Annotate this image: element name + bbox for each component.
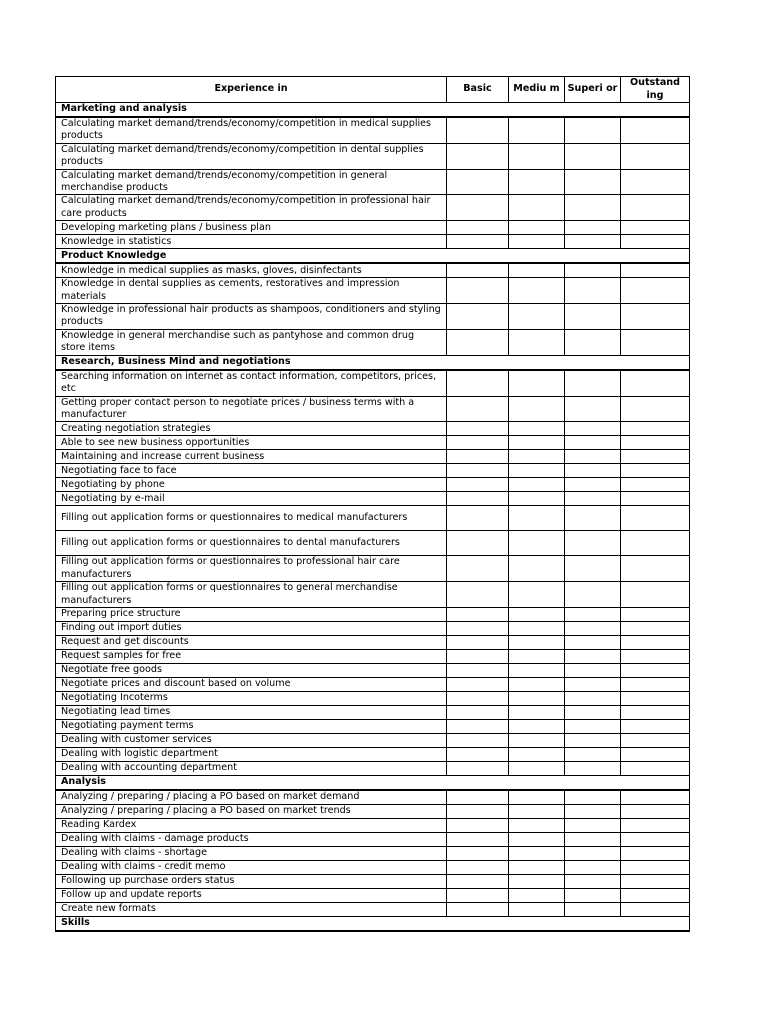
- row-label: Finding out import duties: [56, 621, 447, 635]
- rating-cell-outstanding[interactable]: [621, 450, 690, 464]
- rating-cell-basic[interactable]: [447, 450, 509, 464]
- rating-cell-outstanding[interactable]: [621, 902, 690, 916]
- table-row: [56, 635, 690, 649]
- rating-cell-basic[interactable]: [447, 396, 509, 422]
- row-label: Negotiating by phone: [56, 478, 447, 492]
- rating-cell-superior[interactable]: [565, 370, 621, 396]
- table-row: [56, 169, 690, 195]
- rating-cell-outstanding[interactable]: [621, 719, 690, 733]
- rating-cell-medium[interactable]: [509, 888, 565, 902]
- rating-cell-superior[interactable]: [565, 649, 621, 663]
- row-label: Able to see new business opportunities: [56, 436, 447, 450]
- rating-cell-medium[interactable]: [509, 143, 565, 169]
- table-row: [56, 761, 690, 775]
- table-row: [56, 733, 690, 747]
- skills-assessment-sheet: [55, 76, 689, 932]
- rating-cell-superior[interactable]: [565, 396, 621, 422]
- row-label: Reading Kardex: [56, 818, 447, 832]
- rating-cell-medium[interactable]: [509, 195, 565, 221]
- rating-cell-outstanding[interactable]: [621, 621, 690, 635]
- rating-cell-basic[interactable]: [447, 635, 509, 649]
- rating-cell-outstanding[interactable]: [621, 804, 690, 818]
- rating-cell-outstanding[interactable]: [621, 195, 690, 221]
- rating-cell-outstanding[interactable]: [621, 531, 690, 556]
- rating-cell-superior[interactable]: [565, 263, 621, 278]
- rating-cell-superior[interactable]: [565, 691, 621, 705]
- table-row: [56, 888, 690, 902]
- rating-cell-medium[interactable]: [509, 677, 565, 691]
- row-label: Create new formats: [56, 902, 447, 916]
- table-row: [56, 396, 690, 422]
- rating-cell-superior[interactable]: [565, 635, 621, 649]
- row-label: Request and get discounts: [56, 635, 447, 649]
- table-row: [56, 506, 690, 531]
- rating-cell-superior[interactable]: [565, 235, 621, 249]
- row-label: Creating negotiation strategies: [56, 422, 447, 436]
- rating-cell-outstanding[interactable]: [621, 422, 690, 436]
- rating-cell-basic[interactable]: [447, 888, 509, 902]
- rating-cell-basic[interactable]: [447, 531, 509, 556]
- rating-cell-superior[interactable]: [565, 747, 621, 761]
- rating-cell-basic[interactable]: [447, 556, 509, 582]
- rating-cell-superior[interactable]: [565, 818, 621, 832]
- table-row: [56, 436, 690, 450]
- table-row: [56, 747, 690, 761]
- row-label: Negotiating lead times: [56, 705, 447, 719]
- table-row: [56, 278, 690, 304]
- rating-cell-medium[interactable]: [509, 556, 565, 582]
- rating-cell-outstanding[interactable]: [621, 582, 690, 608]
- rating-cell-basic[interactable]: [447, 422, 509, 436]
- rating-cell-superior[interactable]: [565, 761, 621, 775]
- rating-cell-outstanding[interactable]: [621, 235, 690, 249]
- rating-cell-medium[interactable]: [509, 531, 565, 556]
- row-label: Knowledge in medical supplies as masks, gloves, disinfectants: [56, 263, 447, 278]
- rating-cell-outstanding[interactable]: [621, 478, 690, 492]
- rating-cell-superior[interactable]: [565, 450, 621, 464]
- rating-cell-basic[interactable]: [447, 719, 509, 733]
- table-row: [56, 263, 690, 278]
- row-label: Dealing with customer services: [56, 733, 447, 747]
- rating-cell-medium[interactable]: [509, 370, 565, 396]
- header-superior: Superi or: [565, 77, 621, 103]
- rating-cell-basic[interactable]: [447, 464, 509, 478]
- rating-cell-outstanding[interactable]: [621, 506, 690, 531]
- row-label: Negotiating face to face: [56, 464, 447, 478]
- rating-cell-basic[interactable]: [447, 278, 509, 304]
- row-label: Request samples for free: [56, 649, 447, 663]
- rating-cell-outstanding[interactable]: [621, 556, 690, 582]
- rating-cell-medium[interactable]: [509, 846, 565, 860]
- rating-cell-superior[interactable]: [565, 705, 621, 719]
- rating-cell-medium[interactable]: [509, 719, 565, 733]
- row-label: Developing marketing plans / business plan: [56, 221, 447, 235]
- rating-cell-medium[interactable]: [509, 329, 565, 355]
- rating-cell-outstanding[interactable]: [621, 649, 690, 663]
- table-row: [56, 370, 690, 396]
- rating-cell-superior[interactable]: [565, 422, 621, 436]
- rating-cell-superior[interactable]: [565, 607, 621, 621]
- rating-cell-outstanding[interactable]: [621, 329, 690, 355]
- table-row: [56, 464, 690, 478]
- rating-cell-basic[interactable]: [447, 263, 509, 278]
- row-label: Filling out application forms or questionnaires to dental manufacturers: [56, 531, 447, 556]
- rating-cell-medium[interactable]: [509, 621, 565, 635]
- rating-cell-basic[interactable]: [447, 691, 509, 705]
- table-body: [56, 103, 690, 931]
- rating-cell-medium[interactable]: [509, 902, 565, 916]
- row-label: Knowledge in statistics: [56, 235, 447, 249]
- rating-cell-medium[interactable]: [509, 790, 565, 805]
- rating-cell-superior[interactable]: [565, 531, 621, 556]
- section-row: [56, 775, 690, 790]
- rating-cell-superior[interactable]: [565, 888, 621, 902]
- rating-cell-superior[interactable]: [565, 492, 621, 506]
- rating-cell-medium[interactable]: [509, 304, 565, 330]
- rating-cell-medium[interactable]: [509, 860, 565, 874]
- table-row: [56, 860, 690, 874]
- rating-cell-basic[interactable]: [447, 169, 509, 195]
- rating-cell-basic[interactable]: [447, 436, 509, 450]
- rating-cell-medium[interactable]: [509, 221, 565, 235]
- row-label: Dealing with logistic department: [56, 747, 447, 761]
- row-label: Calculating market demand/trends/economy/competition in medical supplies products: [56, 117, 447, 143]
- rating-cell-basic[interactable]: [447, 846, 509, 860]
- row-label: Searching information on internet as contact information, competitors, prices, etc: [56, 370, 447, 396]
- rating-cell-basic[interactable]: [447, 649, 509, 663]
- table-row: [56, 235, 690, 249]
- rating-cell-outstanding[interactable]: [621, 761, 690, 775]
- rating-cell-basic[interactable]: [447, 818, 509, 832]
- rating-cell-outstanding[interactable]: [621, 663, 690, 677]
- rating-cell-outstanding[interactable]: [621, 464, 690, 478]
- table-row: [56, 649, 690, 663]
- table-row: [56, 691, 690, 705]
- rating-cell-basic[interactable]: [447, 221, 509, 235]
- rating-cell-medium[interactable]: [509, 705, 565, 719]
- rating-cell-superior[interactable]: [565, 790, 621, 805]
- rating-cell-medium[interactable]: [509, 464, 565, 478]
- rating-cell-outstanding[interactable]: [621, 874, 690, 888]
- rating-cell-medium[interactable]: [509, 607, 565, 621]
- rating-cell-basic[interactable]: [447, 733, 509, 747]
- rating-cell-outstanding[interactable]: [621, 169, 690, 195]
- rating-cell-superior[interactable]: [565, 304, 621, 330]
- row-label: Negotiating by e-mail: [56, 492, 447, 506]
- rating-cell-outstanding[interactable]: [621, 221, 690, 235]
- row-label: Knowledge in general merchandise such as pantyhose and common drug store items: [56, 329, 447, 355]
- table-row: [56, 117, 690, 143]
- table-row: [56, 422, 690, 436]
- rating-cell-outstanding[interactable]: [621, 733, 690, 747]
- row-label: Dealing with accounting department: [56, 761, 447, 775]
- rating-cell-medium[interactable]: [509, 278, 565, 304]
- table-row: [56, 832, 690, 846]
- section-heading: Skills: [56, 916, 690, 931]
- table-row: [56, 902, 690, 916]
- section-heading: Product Knowledge: [56, 249, 690, 264]
- table-row: [56, 719, 690, 733]
- rating-cell-superior[interactable]: [565, 478, 621, 492]
- header-basic: Basic: [447, 77, 509, 103]
- section-row: [56, 103, 690, 118]
- rating-cell-basic[interactable]: [447, 790, 509, 805]
- row-label: Negotiate prices and discount based on volume: [56, 677, 447, 691]
- rating-cell-medium[interactable]: [509, 761, 565, 775]
- rating-cell-superior[interactable]: [565, 464, 621, 478]
- rating-cell-medium[interactable]: [509, 733, 565, 747]
- rating-cell-superior[interactable]: [565, 719, 621, 733]
- section-row: [56, 355, 690, 370]
- rating-cell-medium[interactable]: [509, 691, 565, 705]
- rating-cell-medium[interactable]: [509, 649, 565, 663]
- rating-cell-basic[interactable]: [447, 117, 509, 143]
- rating-cell-superior[interactable]: [565, 436, 621, 450]
- rating-cell-outstanding[interactable]: [621, 263, 690, 278]
- rating-cell-medium[interactable]: [509, 117, 565, 143]
- row-label: Dealing with claims - credit memo: [56, 860, 447, 874]
- row-label: Analyzing / preparing / placing a PO based on market demand: [56, 790, 447, 805]
- rating-cell-medium[interactable]: [509, 874, 565, 888]
- rating-cell-basic[interactable]: [447, 705, 509, 719]
- experience-rating-table: [55, 76, 690, 932]
- rating-cell-medium[interactable]: [509, 492, 565, 506]
- row-label: Knowledge in professional hair products as shampoos, conditioners and styling products: [56, 304, 447, 330]
- row-label: Preparing price structure: [56, 607, 447, 621]
- rating-cell-superior[interactable]: [565, 195, 621, 221]
- table-row: [56, 582, 690, 608]
- rating-cell-outstanding[interactable]: [621, 818, 690, 832]
- rating-cell-outstanding[interactable]: [621, 747, 690, 761]
- table-row: [56, 492, 690, 506]
- table-row: [56, 450, 690, 464]
- rating-cell-outstanding[interactable]: [621, 790, 690, 805]
- header-medium: Mediu m: [509, 77, 565, 103]
- section-heading: Research, Business Mind and negotiations: [56, 355, 690, 370]
- rating-cell-basic[interactable]: [447, 304, 509, 330]
- rating-cell-outstanding[interactable]: [621, 691, 690, 705]
- rating-cell-medium[interactable]: [509, 436, 565, 450]
- row-label: Following up purchase orders status: [56, 874, 447, 888]
- table-row: [56, 846, 690, 860]
- rating-cell-medium[interactable]: [509, 396, 565, 422]
- rating-cell-medium[interactable]: [509, 747, 565, 761]
- rating-cell-outstanding[interactable]: [621, 832, 690, 846]
- row-label: Dealing with claims - damage products: [56, 832, 447, 846]
- rating-cell-superior[interactable]: [565, 902, 621, 916]
- rating-cell-outstanding[interactable]: [621, 860, 690, 874]
- rating-cell-basic[interactable]: [447, 761, 509, 775]
- rating-cell-medium[interactable]: [509, 169, 565, 195]
- table-row: [56, 221, 690, 235]
- row-label: Negotiating Incoterms: [56, 691, 447, 705]
- row-label: Filling out application forms or questionnaires to medical manufacturers: [56, 506, 447, 531]
- rating-cell-basic[interactable]: [447, 832, 509, 846]
- rating-cell-medium[interactable]: [509, 235, 565, 249]
- rating-cell-outstanding[interactable]: [621, 677, 690, 691]
- rating-cell-basic[interactable]: [447, 902, 509, 916]
- header-experience-in: Experience in: [56, 77, 447, 103]
- rating-cell-superior[interactable]: [565, 663, 621, 677]
- rating-cell-basic[interactable]: [447, 329, 509, 355]
- rating-cell-medium[interactable]: [509, 663, 565, 677]
- rating-cell-basic[interactable]: [447, 478, 509, 492]
- row-label: Analyzing / preparing / placing a PO based on market trends: [56, 804, 447, 818]
- rating-cell-medium[interactable]: [509, 635, 565, 649]
- table-row: [56, 531, 690, 556]
- rating-cell-superior[interactable]: [565, 143, 621, 169]
- rating-cell-outstanding[interactable]: [621, 607, 690, 621]
- rating-cell-outstanding[interactable]: [621, 846, 690, 860]
- rating-cell-basic[interactable]: [447, 621, 509, 635]
- table-row: [56, 304, 690, 330]
- rating-cell-basic[interactable]: [447, 370, 509, 396]
- rating-cell-outstanding[interactable]: [621, 143, 690, 169]
- table-row: [56, 677, 690, 691]
- rating-cell-superior[interactable]: [565, 733, 621, 747]
- rating-cell-outstanding[interactable]: [621, 888, 690, 902]
- rating-cell-basic[interactable]: [447, 492, 509, 506]
- rating-cell-outstanding[interactable]: [621, 436, 690, 450]
- table-row: [56, 607, 690, 621]
- rating-cell-basic[interactable]: [447, 195, 509, 221]
- table-row: [56, 143, 690, 169]
- row-label: Dealing with claims - shortage: [56, 846, 447, 860]
- row-label: Negotiate free goods: [56, 663, 447, 677]
- rating-cell-superior[interactable]: [565, 874, 621, 888]
- rating-cell-superior[interactable]: [565, 278, 621, 304]
- rating-cell-superior[interactable]: [565, 556, 621, 582]
- rating-cell-basic[interactable]: [447, 506, 509, 531]
- row-label: Getting proper contact person to negotiate prices / business terms with a manufacturer: [56, 396, 447, 422]
- rating-cell-superior[interactable]: [565, 329, 621, 355]
- rating-cell-superior[interactable]: [565, 832, 621, 846]
- row-label: Filling out application forms or questionnaires to general merchandise manufacturers: [56, 582, 447, 608]
- row-label: Calculating market demand/trends/economy/competition in dental supplies products: [56, 143, 447, 169]
- table-row: [56, 818, 690, 832]
- rating-cell-outstanding[interactable]: [621, 492, 690, 506]
- rating-cell-superior[interactable]: [565, 169, 621, 195]
- rating-cell-basic[interactable]: [447, 235, 509, 249]
- rating-cell-basic[interactable]: [447, 804, 509, 818]
- row-label: Calculating market demand/trends/economy/competition in professional hair care products: [56, 195, 447, 221]
- rating-cell-basic[interactable]: [447, 143, 509, 169]
- table-row: [56, 329, 690, 355]
- table-row: [56, 804, 690, 818]
- section-row: [56, 916, 690, 931]
- table-row: [56, 705, 690, 719]
- rating-cell-superior[interactable]: [565, 117, 621, 143]
- table-row: [56, 478, 690, 492]
- rating-cell-medium[interactable]: [509, 582, 565, 608]
- header-row: [56, 77, 690, 103]
- rating-cell-basic[interactable]: [447, 874, 509, 888]
- rating-cell-superior[interactable]: [565, 804, 621, 818]
- rating-cell-medium[interactable]: [509, 804, 565, 818]
- rating-cell-basic[interactable]: [447, 663, 509, 677]
- table-row: [56, 621, 690, 635]
- row-label: Maintaining and increase current business: [56, 450, 447, 464]
- table-row: [56, 663, 690, 677]
- table-row: [56, 790, 690, 805]
- rating-cell-basic[interactable]: [447, 860, 509, 874]
- rating-cell-medium[interactable]: [509, 506, 565, 531]
- rating-cell-medium[interactable]: [509, 263, 565, 278]
- rating-cell-superior[interactable]: [565, 221, 621, 235]
- header-outstanding: Outstand ing: [621, 77, 690, 103]
- rating-cell-medium[interactable]: [509, 818, 565, 832]
- table-row: [56, 195, 690, 221]
- rating-cell-superior[interactable]: [565, 506, 621, 531]
- rating-cell-medium[interactable]: [509, 422, 565, 436]
- rating-cell-superior[interactable]: [565, 677, 621, 691]
- section-row: [56, 249, 690, 264]
- row-label: Negotiating payment terms: [56, 719, 447, 733]
- rating-cell-outstanding[interactable]: [621, 278, 690, 304]
- rating-cell-basic[interactable]: [447, 747, 509, 761]
- row-label: Knowledge in dental supplies as cements, restoratives and impression materials: [56, 278, 447, 304]
- rating-cell-basic[interactable]: [447, 607, 509, 621]
- row-label: Calculating market demand/trends/economy/competition in general merchandise products: [56, 169, 447, 195]
- row-label: Filling out application forms or questionnaires to professional hair care manufacturers: [56, 556, 447, 582]
- table-row: [56, 556, 690, 582]
- rating-cell-superior[interactable]: [565, 621, 621, 635]
- rating-cell-outstanding[interactable]: [621, 304, 690, 330]
- rating-cell-outstanding[interactable]: [621, 635, 690, 649]
- section-heading: Analysis: [56, 775, 690, 790]
- rating-cell-outstanding[interactable]: [621, 117, 690, 143]
- rating-cell-outstanding[interactable]: [621, 370, 690, 396]
- rating-cell-superior[interactable]: [565, 582, 621, 608]
- rating-cell-medium[interactable]: [509, 478, 565, 492]
- rating-cell-superior[interactable]: [565, 846, 621, 860]
- table-row: [56, 874, 690, 888]
- rating-cell-superior[interactable]: [565, 860, 621, 874]
- rating-cell-medium[interactable]: [509, 450, 565, 464]
- rating-cell-outstanding[interactable]: [621, 396, 690, 422]
- rating-cell-basic[interactable]: [447, 677, 509, 691]
- row-label: Follow up and update reports: [56, 888, 447, 902]
- rating-cell-outstanding[interactable]: [621, 705, 690, 719]
- rating-cell-basic[interactable]: [447, 582, 509, 608]
- rating-cell-medium[interactable]: [509, 832, 565, 846]
- section-heading: Marketing and analysis: [56, 103, 690, 118]
